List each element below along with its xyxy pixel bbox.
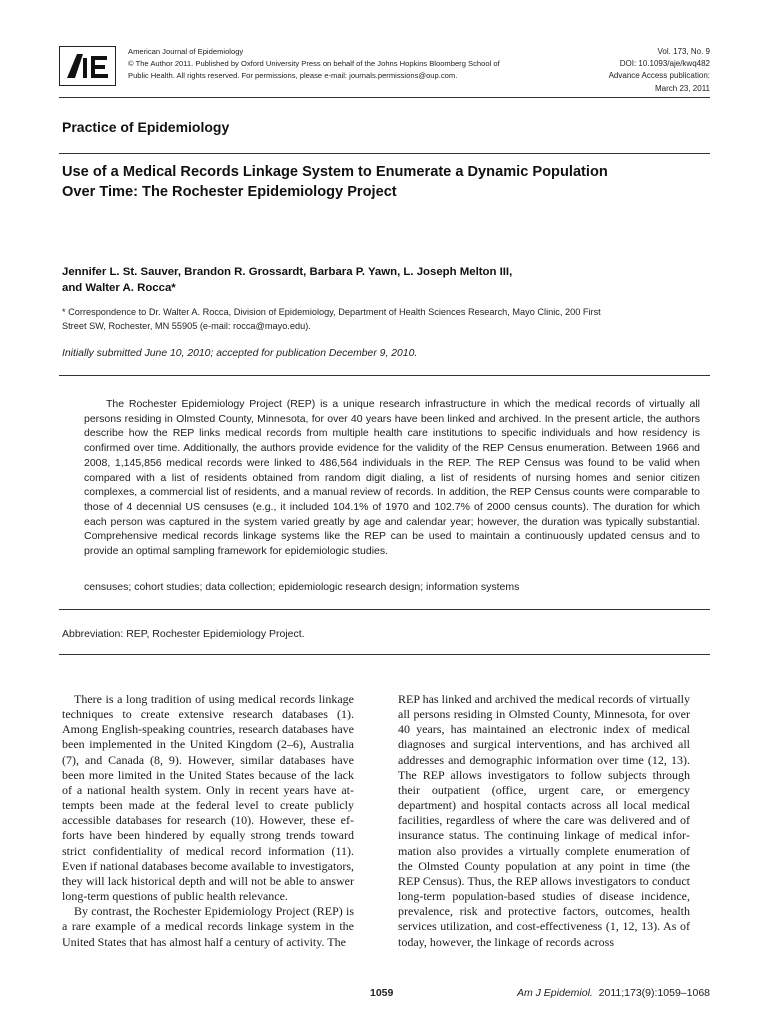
- author-list: [62, 264, 682, 296]
- section-divider: [59, 153, 710, 154]
- header-left-block: [128, 46, 568, 83]
- logo-text: AJE: [87, 78, 94, 82]
- correspondence-line-1: * Correspondence to Dr. Walter A. Rocca, Division of Epidemiology, Department of Health Sciences Research, Mayo Clinic, 200 First: [62, 307, 601, 317]
- header-right-block: [560, 46, 710, 95]
- article-title: [62, 162, 702, 202]
- header-divider: [59, 97, 710, 98]
- journal-name: American Journal of Epidemiology: [128, 47, 244, 56]
- body-divider: [59, 654, 710, 655]
- advance-access-label: Advance Access publication:: [608, 71, 710, 81]
- abstract-text: The Rochester Epidemiology Project (REP) is a unique research infrastructure in which the medical records of virtually all persons residing in Olmsted County, Minnesota, for over 40 years have been linked and archived. In the present article, the authors describe how the REP links medical records from multiple health care institutions to specific individuals and how residency is confirmed over time. Additionally, the authors provide evidence for the validity of the REP Census enumeration. Between 1966 and 2008, 1,145,856 medical records were linked to 486,564 individuals in the REP. The REP Census was found to be valid when compared with a list of residents obtained from random digit dialing, a list of residents of nursing homes and senior citizen complexes, a commercial list of residents, and a manual review of records. In addition, the REP Census counts were comparable to those of 4 decennial US censuses (e.g., it included 104.1% of 1970 and 102.7% of 2000 census counts). The duration for which each person was captured in the system varied greatly by age and calendar year; however, the duration was typically substantial. Comprehensive medical records linkage systems like the REP can be used to maintain a continuously updated census and to provide an optimal sampling framework for epidemiologic studies.: [84, 398, 700, 558]
- doi-info: DOI: 10.1093/aje/kwq482: [619, 59, 710, 69]
- advance-access-date: March 23, 2011: [655, 83, 710, 93]
- section-heading: Practice of Epidemiology: [62, 119, 230, 135]
- body-column-left: [62, 692, 354, 950]
- submission-dates: Initially submitted June 10, 2010; accepted for publication December 9, 2010.: [62, 348, 418, 359]
- abstract-top-divider: [59, 375, 710, 376]
- journal-citation: [496, 987, 710, 999]
- page-number: 1059: [370, 987, 394, 999]
- copyright-line-1: © The Author 2011. Published by Oxford University Press on behalf of the Johns Hopkins Bloomberg School of: [128, 59, 500, 69]
- volume-info: Vol. 173, No. 9: [657, 47, 710, 56]
- authors-line-1: Jennifer L. St. Sauver, Brandon R. Grossardt, Barbara P. Yawn, L. Joseph Melton III,: [62, 266, 513, 278]
- abstract-bottom-divider: [59, 609, 710, 610]
- title-line-1: Use of a Medical Records Linkage System to Enumerate a Dynamic Population: [62, 164, 608, 180]
- citation-detail: 2011;173(9):1059–1068: [598, 987, 710, 999]
- authors-line-2: and Walter A. Rocca*: [62, 282, 176, 294]
- abbreviation-note: Abbreviation: REP, Rochester Epidemiology Project.: [62, 628, 305, 640]
- correspondence-line-2: Street SW, Rochester, MN 55905 (e-mail: rocca@mayo.edu).: [62, 321, 311, 332]
- body-column-right: [398, 692, 690, 950]
- copyright-line-2: Public Health. All rights reserved. For permissions, please e-mail: journals.permissions@oup.com.: [128, 71, 458, 81]
- journal-logo: [59, 46, 116, 86]
- aje-logo-icon: [63, 50, 113, 82]
- body-paragraph-3: REP has linked and archived the medical records of virtually all persons residing in Olmsted County, Minnesota, for over 40 years, has maintained an electronic index of medical diagnoses and surgical interventions, and has archived all addresses and demographic information over time (12, 13). The REP allows investigators to follow subjects through their outpatient (office, urgent care, or emergency department) and hospital contacts across all local medical facilities, regardless of where the care was delivered and of insurance status. The continuing linkage of medical information also provides a virtually complete enumeration of the Olmsted County population at any point in time (the REP Census). Thus, the REP allows investigators to conduct long-term population-based studies of disease incidence, prevalence, risk and protective factors, outcomes, health services utilization, and cost-effectiveness (1, 12, 13). As of today, however, the linkage of records across: [398, 692, 690, 949]
- body-paragraph-1: There is a long tradition of using medical records linkage techniques to create extensive research databases (1). Among English-speaking countries, research databases have been implemented in the United Kingdom (2–6), Australia (7), and Canada (8, 9). However, similar databases have been more limited in the United States because of the lack of a national health system. Only in recent years have attempts been made at the federal level to create publicly accessible databases for research (10). However, these efforts have been hindered by equally strong trends toward strict confidentiality of medical record information (11). Even if national databases become available to investigators, they will lack historical depth and will not be able to answer long-term questions of public health relevance.: [62, 692, 354, 904]
- keywords: censuses; cohort studies; data collection; epidemiologic research design; information systems: [84, 581, 520, 593]
- title-line-2: Over Time: The Rochester Epidemiology Project: [62, 184, 397, 200]
- body-paragraph-2: By contrast, the Rochester Epidemiology Project (REP) is a rare example of a medical records linkage system in the United States that has almost half a century of activity. The: [62, 904, 354, 949]
- journal-abbrev: Am J Epidemiol.: [516, 987, 593, 999]
- correspondence-note: [62, 305, 702, 333]
